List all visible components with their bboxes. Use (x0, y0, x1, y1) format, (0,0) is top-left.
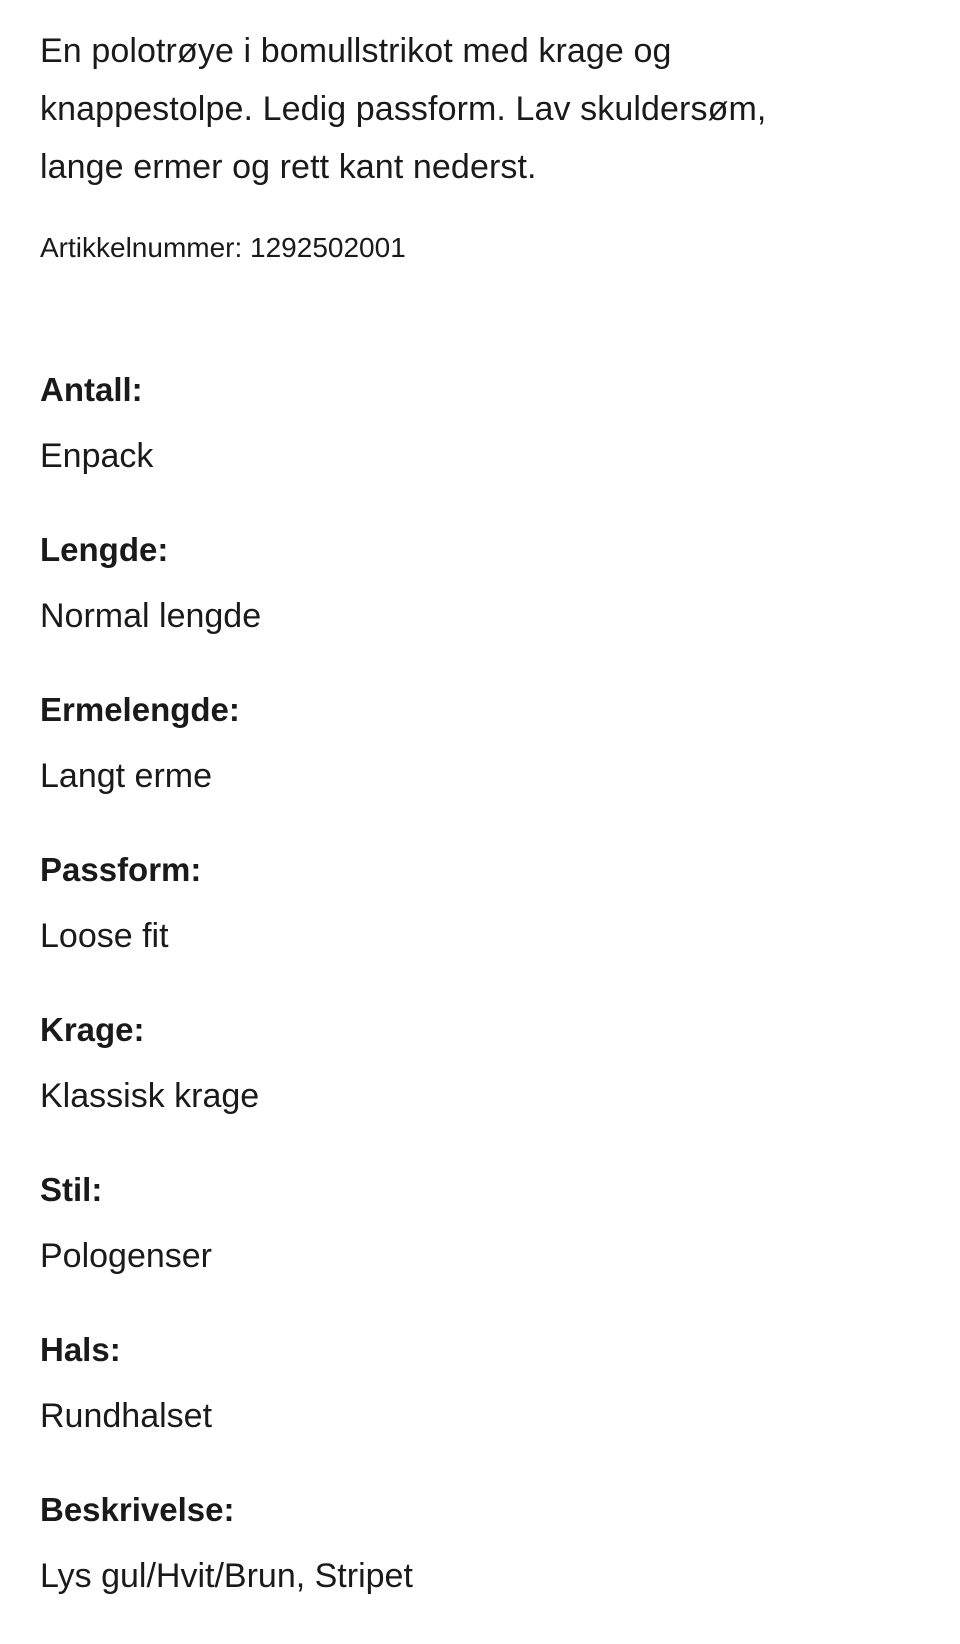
attribute-list (40, 364, 920, 1644)
attribute-label: Passform: (40, 851, 202, 888)
attribute-length (40, 524, 920, 684)
description-line: En polotrøye i bomullstrikot med krage og (40, 32, 672, 70)
attribute-value: Rundhalset (40, 1397, 213, 1435)
attribute-value: Normal lengde (40, 597, 262, 635)
attribute-description (40, 1484, 920, 1644)
attribute-fit (40, 844, 920, 1004)
attribute-value: Loose fit (40, 917, 169, 955)
attribute-quantity (40, 364, 920, 524)
attribute-label: Beskrivelse: (40, 1491, 235, 1528)
attribute-label: Hals: (40, 1331, 121, 1368)
description-line: knappestolpe. Ledig passform. Lav skuldersøm, (40, 90, 767, 128)
attribute-value: Klassisk krage (40, 1077, 260, 1115)
attribute-sleeve-length (40, 684, 920, 844)
article-number: Artikkelnummer: 1292502001 (40, 232, 406, 263)
attribute-label: Stil: (40, 1171, 103, 1208)
attribute-label: Lengde: (40, 531, 169, 568)
attribute-collar (40, 1004, 920, 1164)
product-description (40, 22, 920, 196)
attribute-label: Ermelengde: (40, 691, 240, 728)
attribute-value: Lys gul/Hvit/Brun, Stripet (40, 1557, 413, 1595)
attribute-value: Enpack (40, 437, 154, 475)
attribute-value: Langt erme (40, 757, 212, 795)
description-line: lange ermer og rett kant nederst. (40, 148, 537, 186)
attribute-label: Krage: (40, 1011, 145, 1048)
attribute-style (40, 1164, 920, 1324)
attribute-value: Pologenser (40, 1237, 213, 1275)
attribute-neckline (40, 1324, 920, 1484)
attribute-label: Antall: (40, 371, 143, 408)
